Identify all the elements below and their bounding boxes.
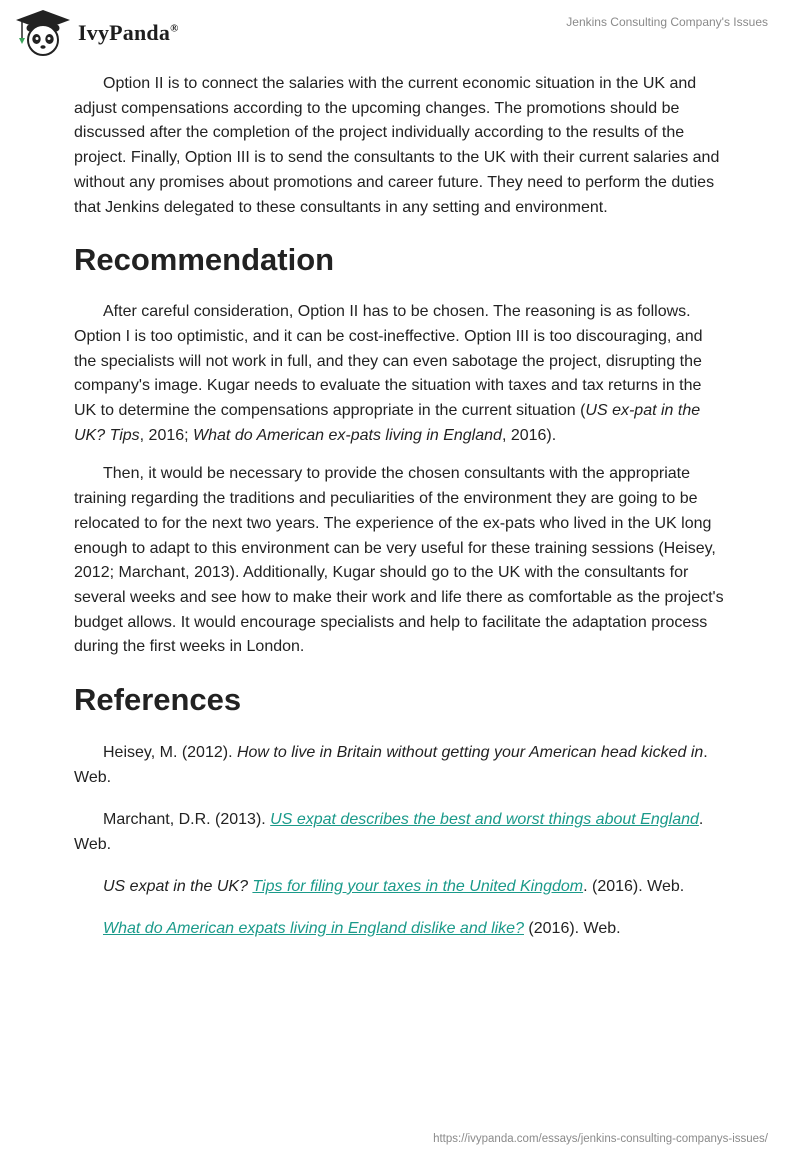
reference-item: Marchant, D.R. (2013). US expat describes the best and worst things about England. Web.: [74, 811, 704, 854]
reference-item: Heisey, M. (2012). How to live in Britain without getting your American head kicked in. Web.: [74, 744, 708, 787]
reference-link[interactable]: Tips for filing your taxes in the United Kingdom: [252, 878, 584, 896]
document-title: Jenkins Consulting Company's Issues: [566, 15, 768, 29]
recommendation-paragraph-2: Then, it would be necessary to provide the chosen consultants with the appropriate training regarding the traditions and peculiarities of the environment they are going to be relocated to for the next two years. The experience of the ex-pats who lived in the UK long enough to adapt to this environment can be very useful for these training sessions (Heisey, 2012; Marchant, 2013). Additionally, Kugar should go to the UK with the consultants for several weeks and see how to make their work and life there as comfortable as the project's budget allows. It would encourage specialists and help to facilitate the adaptation process during the first weeks in London.: [74, 465, 724, 656]
footer-url[interactable]: https://ivypanda.com/essays/jenkins-consulting-companys-issues/: [433, 1133, 768, 1145]
article-content: [74, 72, 728, 958]
intro-paragraph: Option II is to connect the salaries with the current economic situation in the UK and adjust compensations according to the upcoming changes. The promotions should be discussed after the completion of the project individually according to the results of the project. Finally, Option III is to send the consultants to the UK with their current salaries and without any promises about promotions and career future. They need to perform the duties that Jenkins delegated to these consultants in any setting and environment.: [74, 75, 720, 216]
page-header: [0, 0, 800, 66]
recommendation-heading: Recommendation: [74, 242, 335, 278]
reference-link[interactable]: What do American expats living in England dislike and like?: [103, 920, 524, 938]
logo[interactable]: [14, 8, 179, 58]
reference-item: What do American expats living in England dislike and like? (2016). Web.: [103, 920, 621, 938]
recommendation-paragraph-1: After careful consideration, Option II has to be chosen. The reasoning is as follows. Option I is too optimistic, and it can be cost-ineffective. Option III is too discouraging, and the specialists will not work in full, and they can even sabotage the project, disrupting the company's image. Kugar needs to evaluate the situation with taxes and tax returns in the UK to determine the compensations appropriate in the current situation (US ex-pat in the UK? Tips, 2016; What do American ex-pats living in England, 2016).: [74, 303, 703, 444]
panda-graduate-icon: [14, 8, 72, 58]
logo-text: IvyPanda®: [78, 20, 179, 45]
references-heading: References: [74, 682, 242, 718]
reference-item: US expat in the UK? Tips for filing your taxes in the United Kingdom. (2016). Web.: [103, 878, 685, 896]
reference-link[interactable]: US expat describes the best and worst things about England: [270, 811, 699, 829]
